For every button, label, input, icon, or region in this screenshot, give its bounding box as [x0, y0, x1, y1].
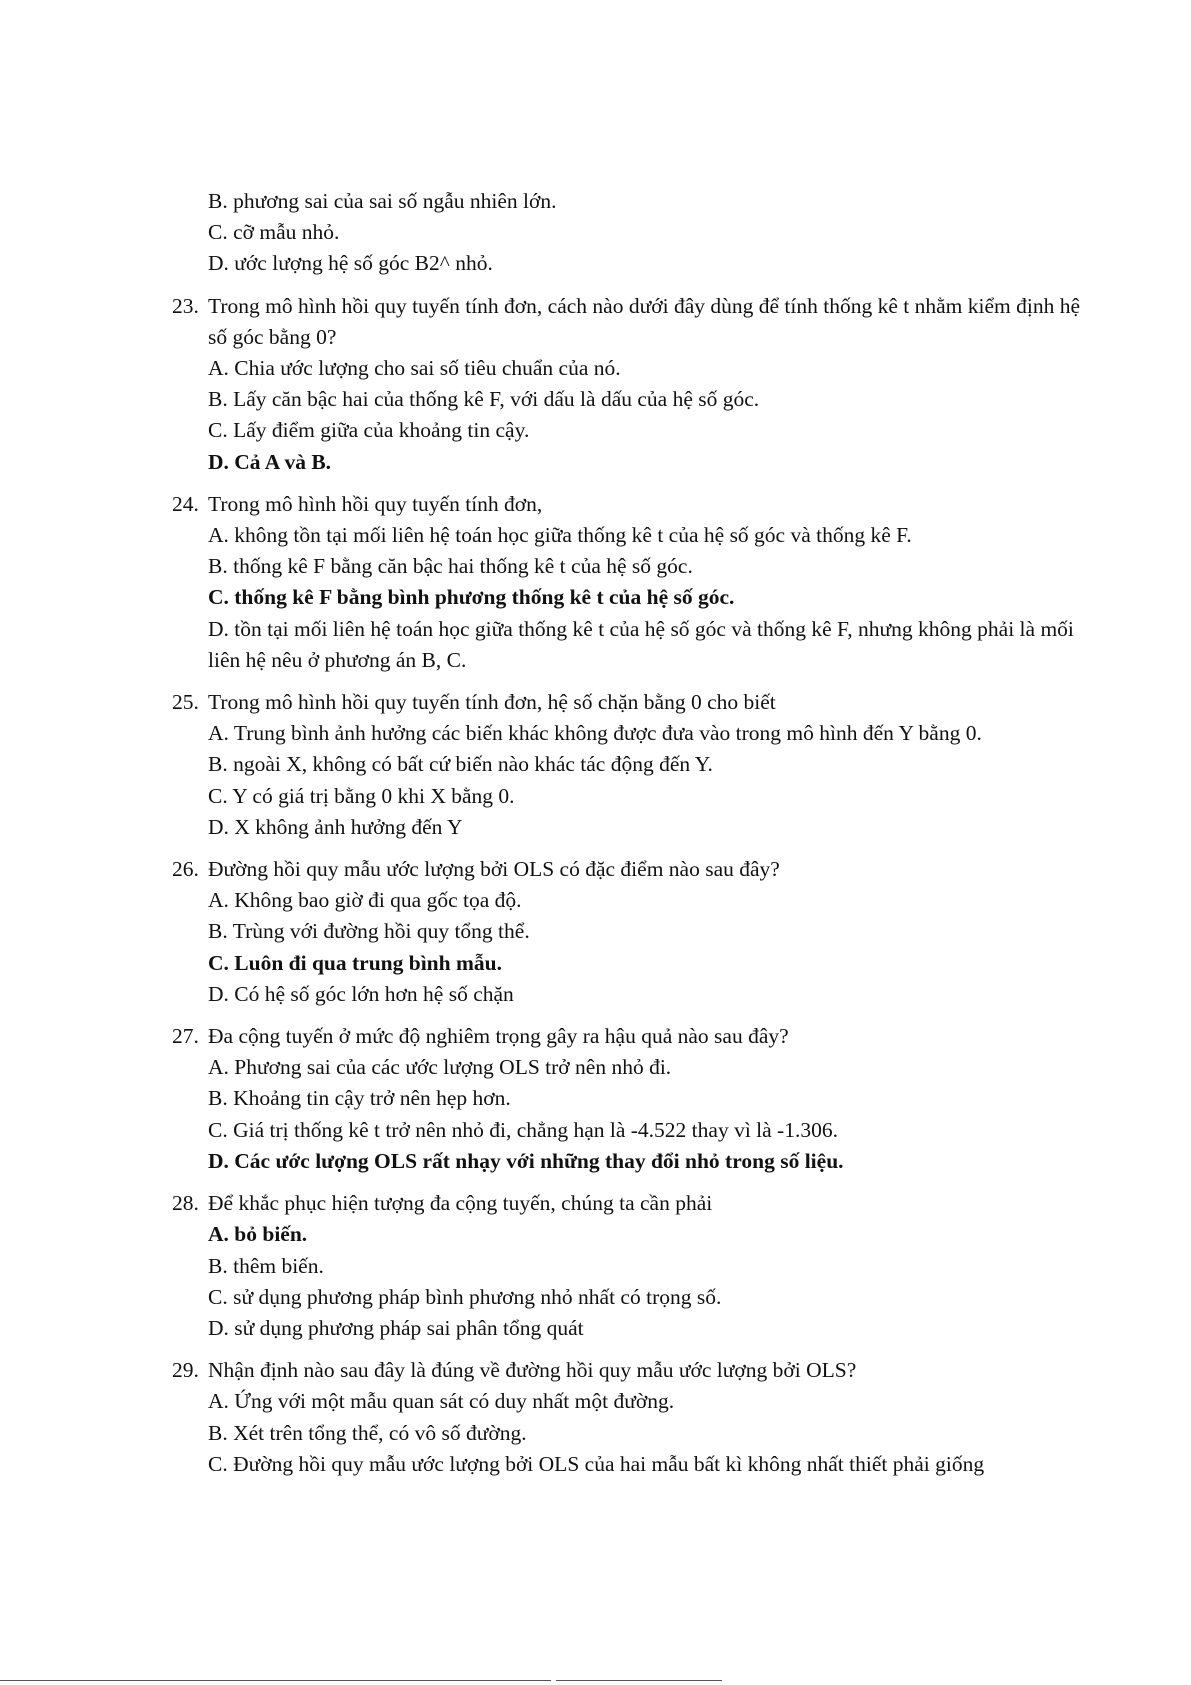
- question-stem: [172, 1021, 1092, 1052]
- question-block: [172, 1021, 1092, 1177]
- answer-option: A. Không bao giờ đi qua gốc tọa độ.: [208, 888, 522, 913]
- answer-option: B. ngoài X, không có bất cứ biến nào khác tác động đến Y.: [208, 752, 713, 777]
- answer-option: B. thống kê F bằng căn bậc hai thống kê t của hệ số góc.: [208, 554, 693, 579]
- answer-option: C. Y có giá trị bằng 0 khi X bằng 0.: [208, 783, 515, 808]
- question-number: 23.: [172, 293, 199, 318]
- question-stem: [172, 854, 1092, 885]
- question-stem: [172, 1188, 1092, 1219]
- question-number: 27.: [172, 1024, 199, 1049]
- question-list: [172, 186, 1092, 1491]
- question-block: [172, 1188, 1092, 1344]
- answer-option: C. Đường hồi quy mẫu ước lượng bởi OLS của hai mẫu bất kì không nhất thiết phải giống: [208, 1451, 985, 1476]
- answer-option: D. sử dụng phương pháp sai phân tổng quát: [208, 1315, 584, 1340]
- answer-option: A. Ứng với một mẫu quan sát có duy nhất một đường.: [208, 1389, 675, 1414]
- answer-option-correct: C. thống kê F bằng bình phương thống kê t của hệ số góc.: [208, 585, 735, 610]
- question-text: Trong mô hình hồi quy tuyến tính đơn,: [208, 491, 543, 516]
- question-number: 29.: [172, 1358, 199, 1383]
- question-block: [172, 1355, 1092, 1480]
- footer-rule-right: [556, 1680, 722, 1681]
- answer-option-correct: D. Các ước lượng OLS rất nhạy với những thay đổi nhỏ trong số liệu.: [208, 1148, 844, 1173]
- answer-option: D. Có hệ số góc lớn hơn hệ số chặn: [208, 981, 514, 1006]
- answer-option: B. thêm biến.: [208, 1253, 324, 1278]
- answer-option: D. tồn tại mối liên hệ toán học giữa thống kê t của hệ số góc và thống kê F, nhưng không phải là mối liên hệ nêu ở phương án B, C.: [208, 616, 1074, 672]
- question-block: [172, 291, 1092, 478]
- answer-option: B. Khoảng tin cậy trở nên hẹp hơn.: [208, 1086, 511, 1111]
- answer-option: C. Lấy điểm giữa của khoảng tin cậy.: [208, 418, 530, 443]
- question-number: 26.: [172, 857, 199, 882]
- question-block: [172, 186, 1092, 280]
- answer-option: A. Phương sai của các ước lượng OLS trở nên nhỏ đi.: [208, 1055, 672, 1080]
- question-text: Trong mô hình hồi quy tuyến tính đơn, cách nào dưới đây dùng để tính thống kê t nhằm kiểm định hệ số góc bằng 0?: [208, 293, 1080, 349]
- question-stem: [172, 291, 1092, 353]
- question-text: Để khắc phục hiện tượng đa cộng tuyến, chúng ta cần phải: [208, 1191, 713, 1216]
- answer-option: A. Trung bình ảnh hưởng các biến khác không được đưa vào trong mô hình đến Y bằng 0.: [208, 721, 982, 746]
- question-block: [172, 489, 1092, 676]
- question-block: [172, 854, 1092, 1010]
- question-block: [172, 687, 1092, 843]
- answer-option-correct: A. bỏ biến.: [208, 1222, 308, 1247]
- question-stem: [172, 1355, 1092, 1386]
- answer-option: B. Xét trên tổng thể, có vô số đường.: [208, 1420, 527, 1445]
- answer-option: A. không tồn tại mối liên hệ toán học giữa thống kê t của hệ số góc và thống kê F.: [208, 523, 912, 548]
- answer-option: A. Chia ước lượng cho sai số tiêu chuẩn của nó.: [208, 356, 621, 381]
- footer-rule-left: [0, 1680, 551, 1681]
- answer-option: B. phương sai của sai số ngẫu nhiên lớn.: [208, 189, 557, 213]
- question-stem: [172, 489, 1092, 520]
- question-text: Đường hồi quy mẫu ước lượng bởi OLS có đặc điểm nào sau đây?: [208, 857, 780, 882]
- answer-option: B. Trùng với đường hồi quy tổng thể.: [208, 919, 530, 944]
- question-text: Nhận định nào sau đây là đúng về đường hồi quy mẫu ước lượng bởi OLS?: [208, 1358, 857, 1383]
- answer-option: D. ước lượng hệ số góc B2^ nhỏ.: [208, 251, 493, 276]
- answer-option: C. sử dụng phương pháp bình phương nhỏ nhất có trọng số.: [208, 1284, 722, 1309]
- question-text: Trong mô hình hồi quy tuyến tính đơn, hệ số chặn bằng 0 cho biết: [208, 690, 776, 715]
- question-stem: [172, 687, 1092, 718]
- question-number: 25.: [172, 690, 199, 715]
- answer-option-correct: C. Luôn đi qua trung bình mẫu.: [208, 950, 502, 975]
- question-number: 24.: [172, 491, 199, 516]
- answer-option: B. Lấy căn bậc hai của thống kê F, với dấu là dấu của hệ số góc.: [208, 387, 760, 412]
- question-number: 28.: [172, 1191, 199, 1216]
- answer-option: D. X không ảnh hưởng đến Y: [208, 814, 463, 839]
- answer-option-correct: D. Cả A và B.: [208, 449, 332, 474]
- answer-option: C. Giá trị thống kê t trở nên nhỏ đi, chẳng hạn là -4.522 thay vì là -1.306.: [208, 1117, 838, 1142]
- question-text: Đa cộng tuyến ở mức độ nghiêm trọng gây ra hậu quả nào sau đây?: [208, 1024, 789, 1049]
- answer-option: C. cỡ mẫu nhỏ.: [208, 220, 340, 245]
